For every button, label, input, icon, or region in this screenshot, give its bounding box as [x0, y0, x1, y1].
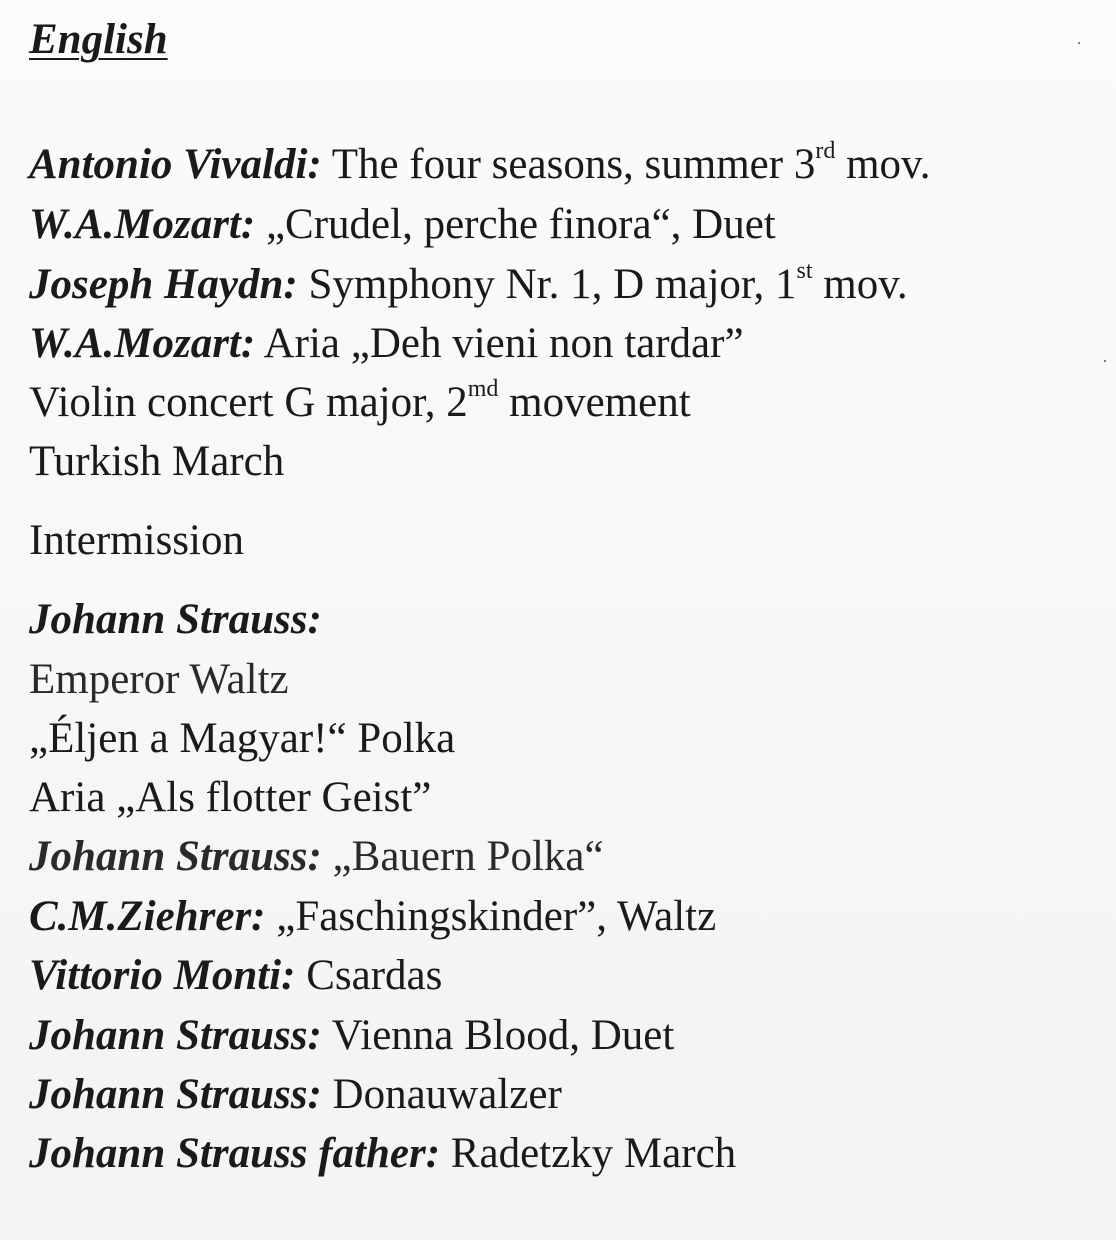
composer-name: Antonio Vivaldi:	[29, 141, 322, 188]
work-title: The four seasons, summer 3	[321, 141, 816, 188]
program-item-violin-concert	[29, 376, 691, 426]
work-title: „Bauern Polka“	[321, 833, 604, 880]
composer-name: W.A.Mozart:	[29, 320, 256, 367]
composer-name: Johann Strauss:	[29, 1012, 322, 1059]
work-title: Aria „Als flotter Geist”	[29, 774, 432, 821]
ordinal-suffix: md	[467, 376, 499, 402]
work-title: Violin concert G major, 2	[29, 379, 468, 426]
program-item-emperor-waltz	[29, 658, 289, 701]
composer-name: Johann Strauss:	[29, 1071, 322, 1118]
program-section-strauss	[29, 598, 322, 641]
program-item-vivaldi	[29, 138, 931, 188]
work-title-cont: movement	[498, 379, 691, 426]
program-item-vienna-blood	[29, 1014, 674, 1057]
program-item-turkish-march	[29, 440, 284, 483]
program-item-mozart-duet	[29, 203, 776, 246]
composer-name: Johann Strauss:	[29, 833, 322, 880]
work-title: Radetzky March	[440, 1130, 737, 1177]
composer-name: Johann Strauss:	[29, 596, 322, 643]
work-title: „Crudel, perche finora“, Duet	[255, 201, 776, 248]
work-title: Donauwalzer	[321, 1071, 562, 1118]
program-item-radetzky	[29, 1132, 736, 1175]
program-item-donauwalzer	[29, 1073, 562, 1116]
program-item-haydn	[29, 258, 908, 308]
composer-name: Vittorio Monti:	[29, 952, 296, 999]
program-item-faschingskinder	[29, 895, 716, 938]
program-item-mozart-aria	[29, 322, 744, 365]
work-title-cont: mov.	[812, 261, 908, 308]
composer-name: Joseph Haydn:	[29, 261, 298, 308]
work-title: „Faschingskinder”, Waltz	[265, 893, 717, 940]
composer-name: W.A.Mozart:	[29, 201, 256, 248]
work-title-cont: mov.	[835, 141, 931, 188]
work-title: Csardas	[295, 952, 443, 999]
work-title: „Éljen a Magyar!“ Polka	[29, 715, 456, 762]
work-title: Turkish March	[29, 438, 285, 485]
program-item-eljen-polka	[29, 717, 455, 760]
program-item-csardas	[29, 954, 442, 997]
language-heading: English	[29, 16, 168, 63]
composer-name: Johann Strauss father:	[29, 1130, 441, 1177]
intermission-label: Intermission	[29, 517, 244, 564]
composer-name: C.M.Ziehrer:	[29, 893, 266, 940]
program-item-aria-geist	[29, 776, 431, 819]
ordinal-suffix: rd	[815, 138, 836, 164]
work-title: Vienna Blood, Duet	[321, 1012, 675, 1059]
program-item-bauern-polka	[29, 835, 604, 878]
work-title: Emperor Waltz	[29, 656, 289, 703]
ordinal-suffix: st	[796, 258, 813, 284]
work-title: Symphony Nr. 1, D major, 1	[297, 261, 797, 308]
work-title: Aria „Deh vieni non tardar”	[255, 320, 744, 367]
scan-speck	[1078, 42, 1080, 44]
scan-speck	[1104, 360, 1106, 362]
